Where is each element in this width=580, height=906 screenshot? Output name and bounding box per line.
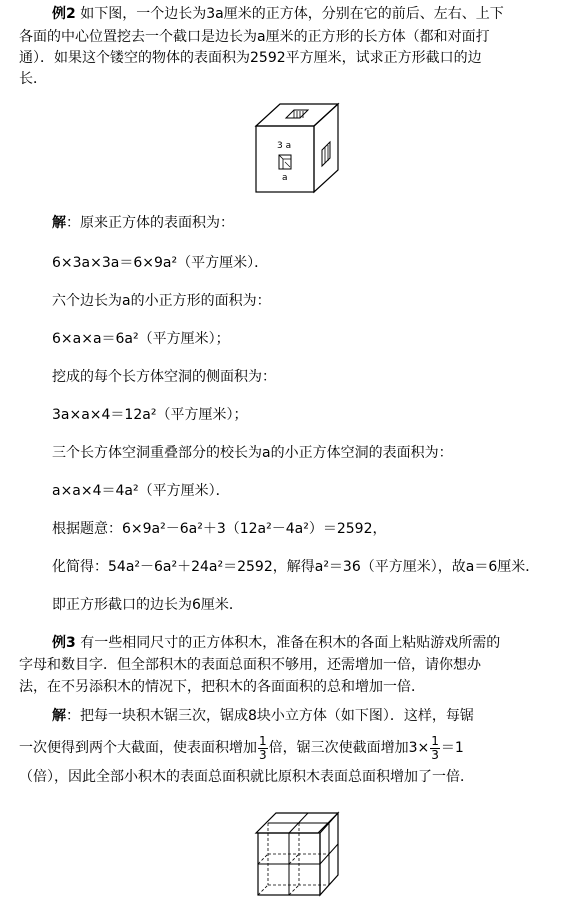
sol3-text-2a: 一次便得到两个大截面，使表面积增加 [19, 740, 257, 756]
sol3-line-1 [52, 706, 474, 727]
sol2-label: 解 [52, 215, 66, 231]
hollow-cube-figure [250, 100, 350, 200]
sol2-line-7: 三个长方体空洞重叠部分的校长为a的小正方体空洞的表面积为： [52, 445, 453, 461]
sol3-label: 解 [52, 708, 66, 724]
sol3-line-2 [19, 733, 464, 763]
sol3-line-3: （倍），因此全部小积木的表面总面积就比原积木表面总面积增加了一倍． [19, 769, 474, 785]
ex3-line-3: 法，在不另添积木的情况下，把积木的各面面积的总和增加一倍． [19, 679, 425, 695]
cube-label-3a: 3 a [277, 141, 292, 151]
fraction-numerator: 1 [259, 733, 267, 748]
ex2-line-1 [52, 4, 504, 25]
sol2-line-6: 3a×a×4＝12a²（平方厘米）； [52, 407, 248, 423]
sol2-line-2: 6×3a×3a＝6×9a²（平方厘米）． [52, 255, 269, 271]
ex2-line-2: 各面的中心位置挖去一个截口是边长为a厘米的正方形的长方体（都和对面打 [19, 29, 490, 45]
cube-label-a: a [282, 173, 288, 183]
ex2-label: 例2 [52, 6, 76, 22]
fraction-one-third [258, 735, 268, 762]
ex2-line-4: 长． [19, 71, 47, 87]
ex2-text-1: 如下图，一个边长为3a厘米的正方体，分别在它的前后、左右、上下 [80, 6, 504, 22]
sol2-line-5: 挖成的每个长方体空洞的侧面积为： [52, 369, 276, 385]
fraction-numerator-2: 1 [431, 733, 439, 748]
sawed-cube-figure [250, 805, 340, 905]
fraction-denominator-2: 3 [431, 747, 439, 762]
ex3-text-1: 有一些相同尺寸的正方体积木，准备在积木的各面上粘贴游戏所需的 [80, 635, 501, 651]
sol3-text-1: ：把每一块积木锯三次，锯成8块小立方体（如下图）．这样，每锯 [66, 708, 474, 724]
sol2-line-1 [52, 213, 234, 234]
sol2-line-9: 根据题意：6×9a²－6a²＋3（12a²－4a²）＝2592， [52, 521, 387, 537]
fraction-one-third-2 [430, 735, 440, 762]
ex2-line-3: 通）．如果这个镂空的物体的表面积为2592平方厘米，试求正方形截口的边 [19, 50, 482, 66]
sol2-line-4: 6×a×a＝6a²（平方厘米）； [52, 331, 230, 347]
sol2-line-8: a×a×4＝4a²（平方厘米）． [52, 483, 230, 499]
ex3-line-1 [52, 633, 500, 654]
ex3-line-2: 字母和数目字．但全部积木的表面总面积不够用，还需增加一倍，请你想办 [19, 657, 481, 673]
fraction-denominator: 3 [259, 747, 267, 762]
sol2-line-3: 六个边长为a的小正方形的面积为： [52, 293, 271, 309]
sol3-text-2c: ＝1 [440, 740, 464, 756]
sol2-text-1: ：原来正方体的表面积为： [66, 215, 234, 231]
sol2-line-10: 化简得：54a²－6a²＋24a²＝2592，解得a²＝36（平方厘米），故a＝6厘米． [52, 559, 540, 575]
sol2-line-11: 即正方形截口的边长为6厘米． [52, 597, 243, 613]
ex3-label: 例3 [52, 635, 76, 651]
sol3-text-2b: 倍，锯三次使截面增加3× [268, 740, 430, 756]
